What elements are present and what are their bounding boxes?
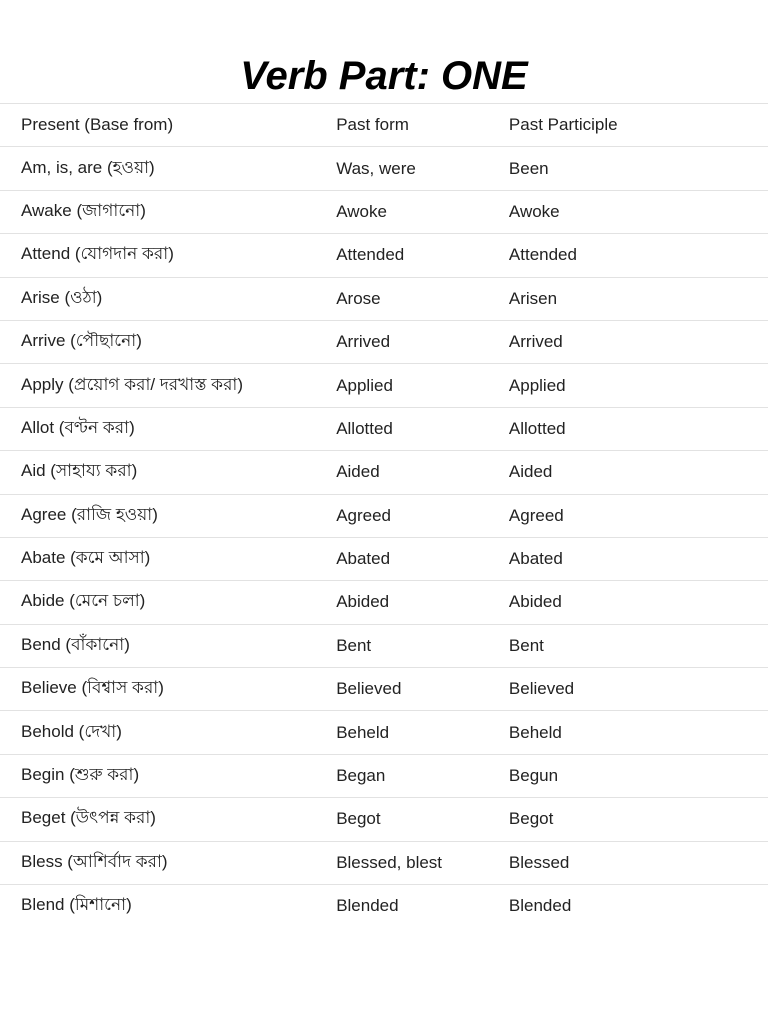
table-row — [0, 190, 768, 233]
cell-past-form: Begot — [336, 809, 381, 829]
cell-present: Behold (দেখা) — [21, 721, 122, 741]
table-row — [0, 885, 768, 928]
cell-present: Agree (রাজি হওয়া) — [21, 504, 158, 524]
table-row — [0, 841, 768, 884]
cell-past-form: Arose — [336, 288, 381, 308]
cell-present: Beget (উৎপন্ন করা) — [21, 808, 156, 828]
cell-present: Bend (বাঁকানো) — [21, 634, 130, 654]
cell-past-form: Believed — [336, 679, 402, 699]
header-past-form: Past form — [336, 115, 409, 135]
table-row — [0, 147, 768, 190]
table-row — [0, 364, 768, 407]
cell-past-participle: Believed — [508, 679, 575, 699]
cell-past-form: Blended — [336, 896, 399, 916]
cell-past-form: Began — [336, 766, 386, 786]
table-row — [0, 494, 768, 537]
cell-present: Apply (প্রয়োগ করা/ দরখাস্ত করা) — [21, 374, 244, 394]
cell-present: Bless (আশির্বাদ করা) — [21, 851, 168, 871]
cell-past-form: Abated — [336, 549, 391, 569]
header-present: Present (Base from) — [21, 115, 174, 135]
cell-present: Arrive (পৌছানো) — [21, 331, 142, 351]
cell-present: Allot (বণ্টন করা) — [21, 417, 135, 437]
cell-past-form: Awoke — [336, 201, 387, 221]
cell-past-form: Arrived — [336, 332, 391, 352]
table-row — [0, 798, 768, 841]
table-row — [0, 754, 768, 797]
cell-past-participle: Applied — [508, 375, 566, 395]
cell-past-form: Allotted — [336, 418, 393, 438]
cell-past-participle: Arrived — [508, 332, 563, 352]
table-row — [0, 537, 768, 580]
cell-past-participle: Been — [508, 158, 549, 178]
cell-present: Attend (যোগদান করা) — [21, 244, 174, 264]
cell-present: Believe (বিশ্বাস করা) — [21, 678, 164, 698]
cell-past-participle: Begot — [508, 809, 554, 829]
cell-present: Am, is, are (হওয়া) — [21, 157, 155, 177]
cell-past-participle: Aided — [508, 462, 553, 482]
table-row — [0, 277, 768, 320]
cell-past-form: Applied — [336, 375, 393, 395]
cell-past-participle: Attended — [508, 245, 577, 265]
table-row — [0, 320, 768, 363]
cell-past-participle: Blessed — [508, 852, 570, 872]
cell-past-participle: Abided — [508, 592, 562, 612]
cell-past-participle: Abated — [508, 549, 563, 569]
cell-present: Aid (সাহায্য করা) — [21, 461, 138, 481]
cell-present: Arise (ওঠা) — [21, 287, 103, 307]
header-past-participle: Past Participle — [508, 115, 618, 135]
table-row — [0, 624, 768, 667]
table-row — [0, 711, 768, 754]
cell-past-participle: Beheld — [508, 722, 562, 742]
cell-past-form: Attended — [336, 245, 405, 265]
cell-past-participle: Awoke — [508, 201, 560, 221]
cell-past-form: Aided — [336, 462, 380, 482]
cell-present: Abide (মেনে চলা) — [21, 591, 146, 611]
table-row — [0, 668, 768, 711]
cell-present: Awake (জাগানো) — [21, 200, 146, 220]
cell-past-form: Was, were — [336, 158, 416, 178]
cell-present: Blend (মিশানো) — [21, 895, 132, 915]
cell-past-participle: Begun — [508, 766, 559, 786]
cell-past-participle: Arisen — [508, 288, 558, 308]
page-title: Verb Part: ONE — [240, 54, 528, 98]
table-row — [0, 407, 768, 450]
table-row — [0, 451, 768, 494]
cell-past-participle: Bent — [508, 635, 544, 655]
table-row — [0, 234, 768, 277]
cell-past-form: Blessed, blest — [336, 852, 443, 872]
cell-present: Abate (কমে আসা) — [21, 548, 151, 568]
cell-past-form: Agreed — [336, 505, 392, 525]
verb-table — [0, 103, 768, 928]
cell-past-form: Beheld — [336, 722, 390, 742]
cell-past-form: Abided — [336, 592, 390, 612]
cell-past-participle: Agreed — [508, 505, 564, 525]
cell-past-participle: Blended — [508, 896, 572, 916]
cell-past-form: Bent — [336, 635, 372, 655]
cell-past-participle: Allotted — [508, 418, 566, 438]
verb-table-body — [0, 104, 768, 928]
table-header-row — [0, 104, 768, 147]
table-row — [0, 581, 768, 624]
cell-present: Begin (শুরু করা) — [21, 765, 140, 785]
